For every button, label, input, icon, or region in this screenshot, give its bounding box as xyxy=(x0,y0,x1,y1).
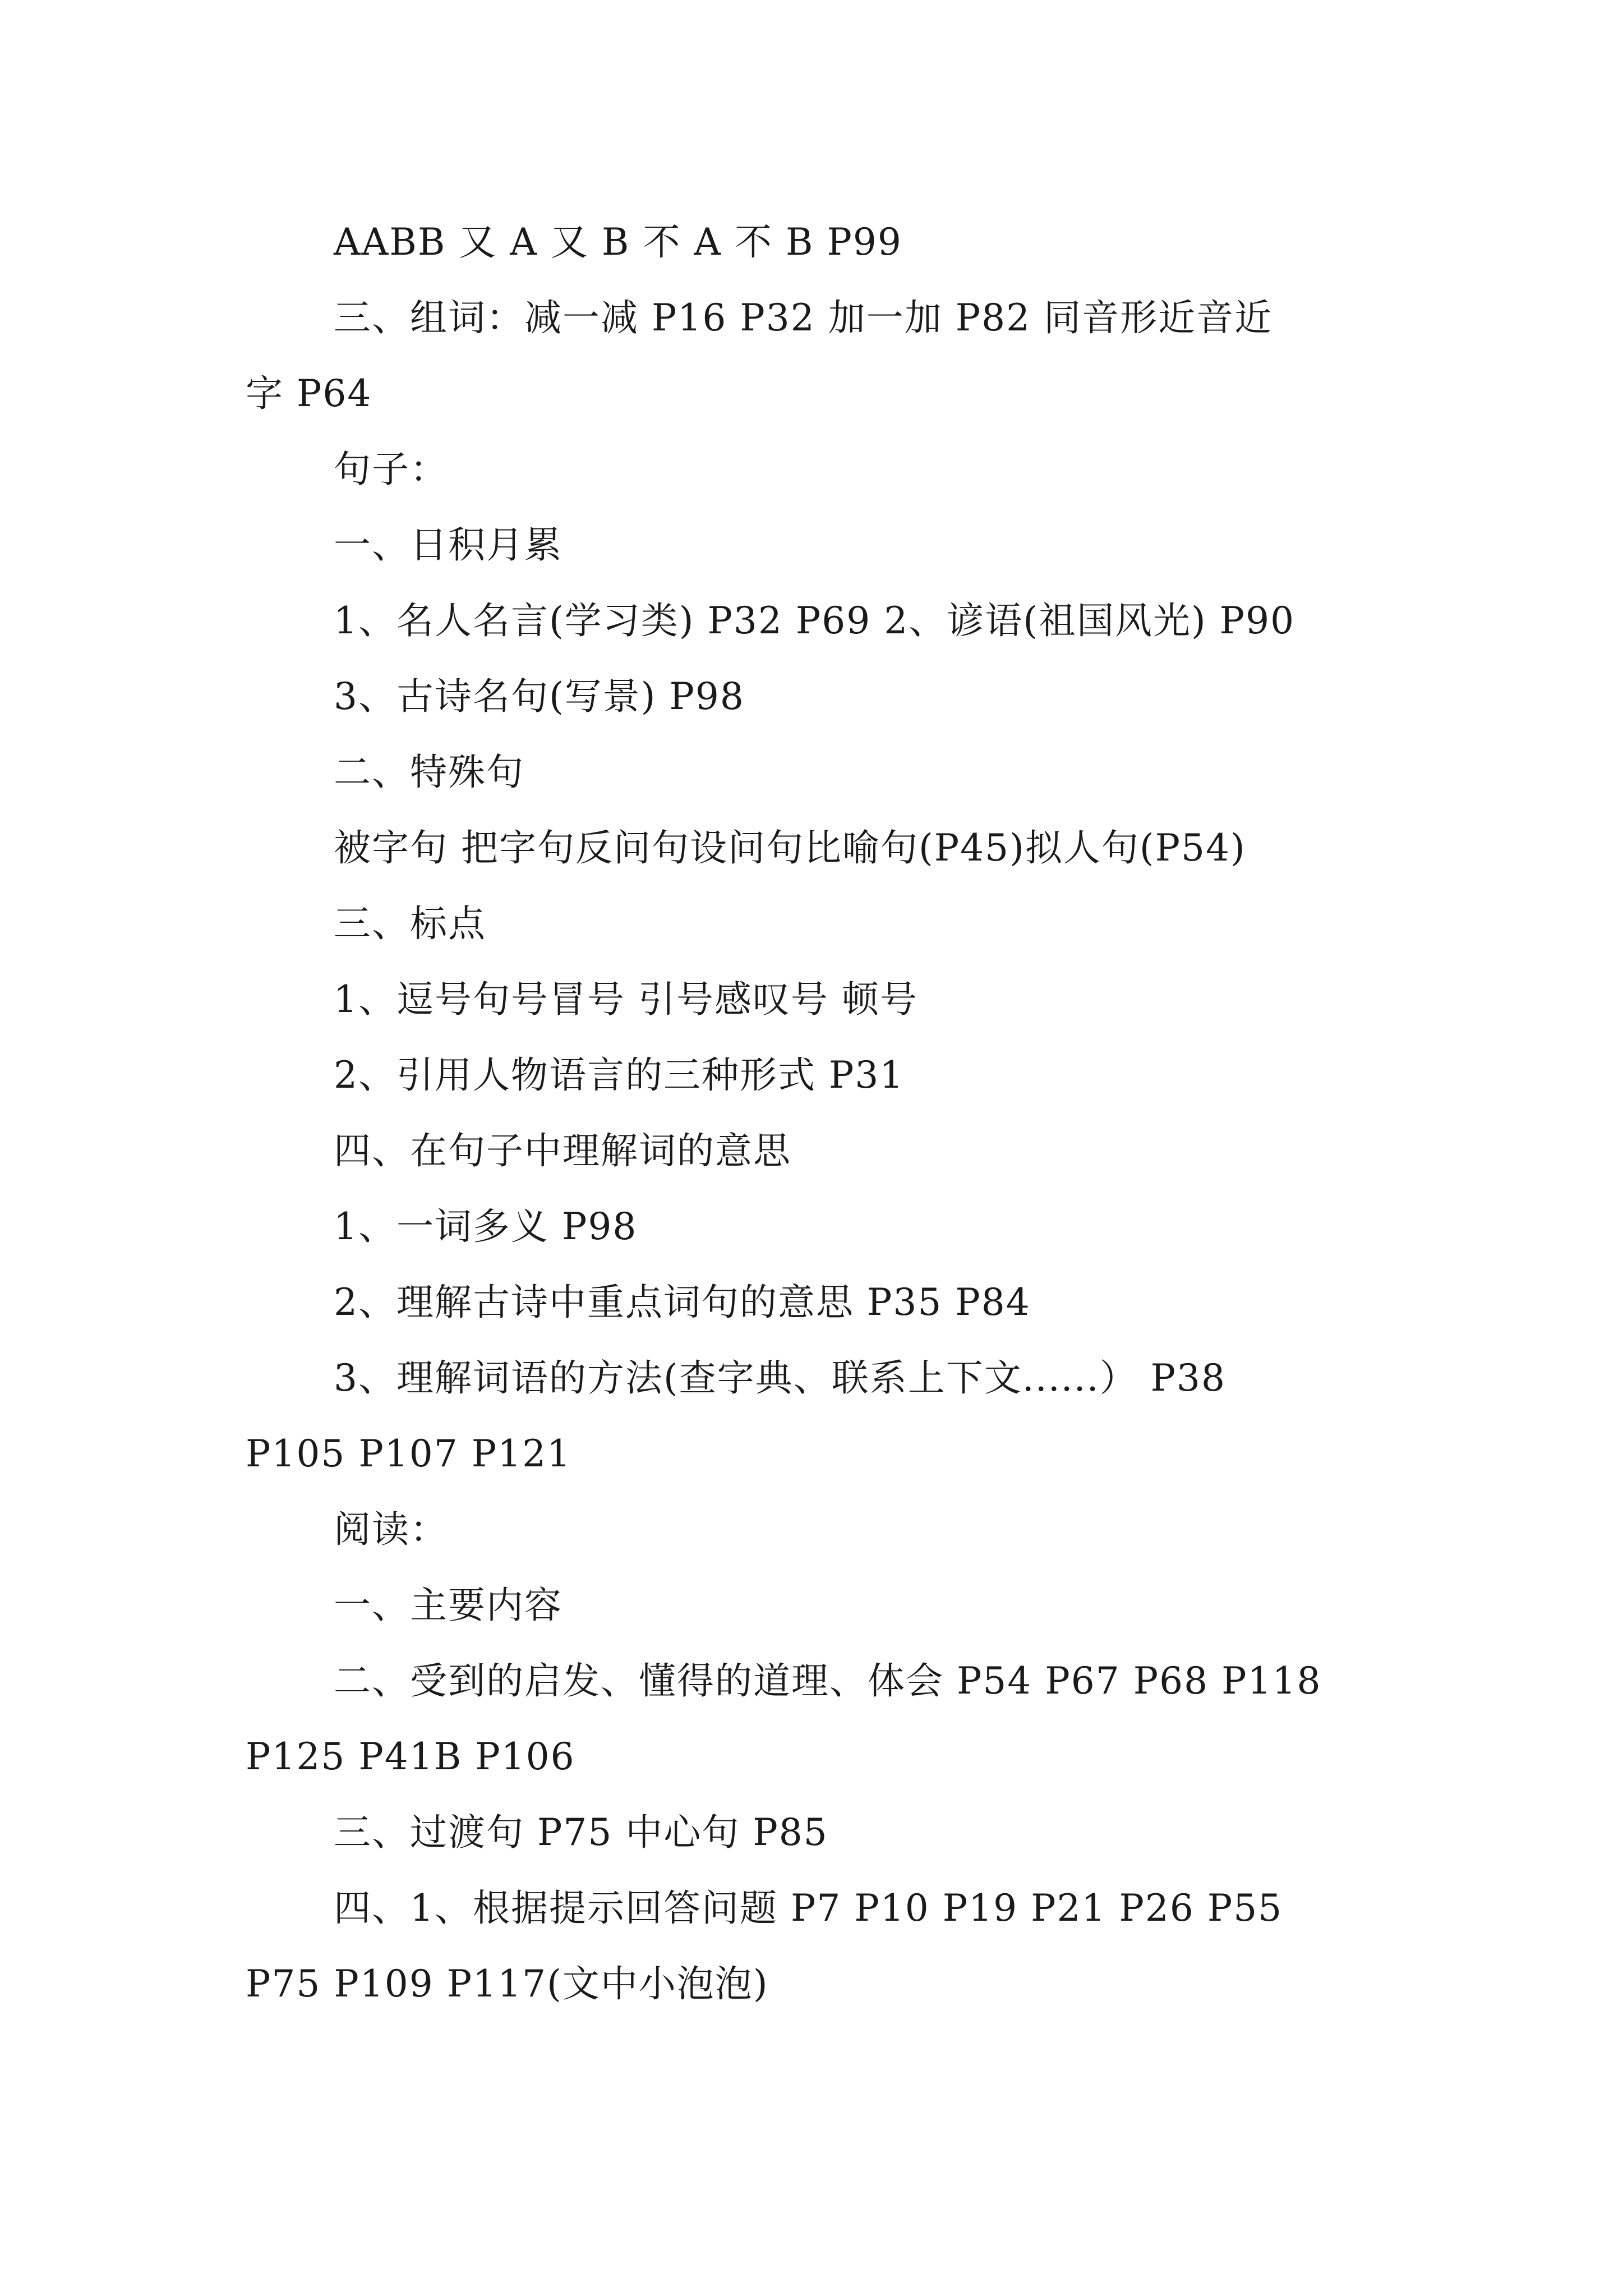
text-line: 字 P64 xyxy=(246,372,372,415)
text-line: P125 P41B P106 xyxy=(246,1735,575,1778)
text-line: 四、在句子中理解词的意思 xyxy=(334,1129,791,1172)
text-line: 1、一词多义 P98 xyxy=(334,1205,638,1248)
text-line: 二、受到的启发、懂得的道理、体会 P54 P67 P68 P118 xyxy=(334,1659,1322,1703)
text-line: 2、理解古诗中重点词句的意思 P35 P84 xyxy=(334,1281,1031,1324)
text-line: 一、主要内容 xyxy=(334,1584,562,1627)
text-line: 2、引用人物语言的三种形式 P31 xyxy=(334,1053,905,1097)
text-line: 三、过渡句 P75 中心句 P85 xyxy=(334,1811,828,1854)
text-line: P75 P109 P117(文中小泡泡) xyxy=(246,1962,769,2005)
text-line: 二、特殊句 xyxy=(334,751,524,794)
text-line: 1、名人名言(学习类) P32 P69 2、谚语(祖国风光) P90 xyxy=(334,599,1295,642)
text-line: 三、标点 xyxy=(334,902,486,945)
section-heading: 句子： xyxy=(334,448,448,491)
text-line: AABB 又 A 又 B 不 A 不 B P99 xyxy=(334,220,902,264)
text-line: 四、1、根据提示回答问题 P7 P10 P19 P21 P26 P55 xyxy=(334,1887,1283,1930)
text-line: 3、古诗名句(写景) P98 xyxy=(334,675,745,718)
text-line: 一、日积月累 xyxy=(334,523,562,567)
text-line: 三、组词：减一减 P16 P32 加一加 P82 同音形近音近 xyxy=(334,296,1273,339)
text-line: P105 P107 P121 xyxy=(246,1432,572,1475)
text-line: 3、理解词语的方法(查字典、联系上下文......） P38 xyxy=(334,1356,1226,1400)
text-line: 被字句 把字句反问句设问句比喻句(P45)拟人句(P54) xyxy=(334,826,1246,869)
text-line: 1、逗号句号冒号 引号感叹号 顿号 xyxy=(334,978,918,1021)
section-heading: 阅读： xyxy=(334,1508,448,1551)
